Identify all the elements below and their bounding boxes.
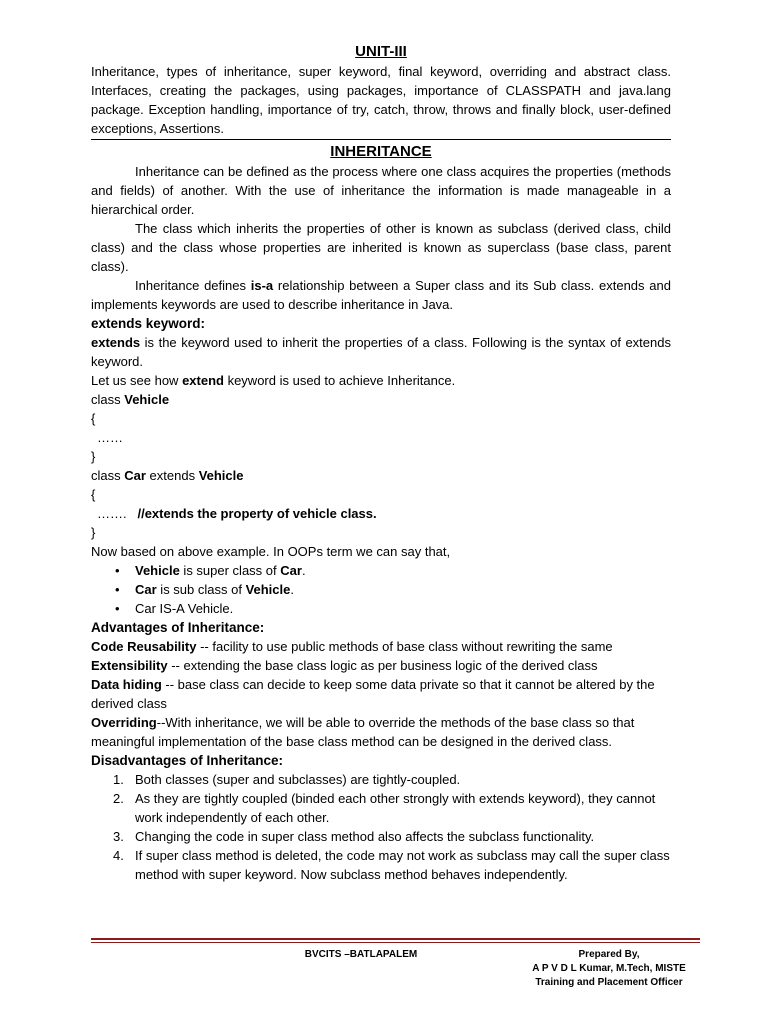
page-footer (91, 938, 700, 988)
code-line: ……. //extends the property of vehicle class. (97, 506, 377, 521)
list-item: 4. If super class method is deleted, the code may not work as subclass may call the super class method with super keyword. Now subclass method behaves independently. (113, 848, 670, 882)
advantages-heading: Advantages of Inheritance: (91, 620, 265, 635)
code-example (91, 390, 671, 542)
extends-heading: extends keyword: (91, 316, 206, 331)
unit-intro: Inheritance, types of inheritance, super keyword, final keyword, overriding and abstract class. Interfaces, creating the packages, using packages, importance of CLASSPATH and java.lang package. Exception handling, importance of try, catch, throw, throws and finally block, user-defined exceptions, Assertions. (91, 64, 671, 136)
document-page (91, 42, 671, 884)
code-line: { (91, 411, 96, 426)
code-line: } (91, 525, 96, 540)
footer-rule (91, 938, 700, 940)
disadvantages-list (91, 770, 671, 884)
list-item: • Car IS-A Vehicle. (135, 599, 671, 618)
footer-institute: BVCITS –BATLAPALEM (304, 949, 418, 960)
code-line: class Car extends Vehicle (91, 468, 244, 483)
disadvantages-heading: Disadvantages of Inheritance: (91, 753, 284, 768)
advantage-item: Code Reusability -- facility to use public methods of base class without rewriting the same (91, 639, 613, 654)
list-item: 3. Changing the code in super class method also affects the subclass functionality. (113, 829, 595, 844)
paragraph-is-a: Inheritance defines is-a relationship between a Super class and its Sub class. extends and implements keywords are used to describe inheritance in Java. (91, 278, 671, 312)
unit-title: UNIT-III (355, 43, 407, 60)
footer-prepared-by: Prepared By, (578, 949, 640, 960)
list-item: • Vehicle is super class of Car. (135, 561, 671, 580)
is-a-bullet-list (91, 561, 671, 618)
footer-author (524, 948, 694, 990)
extends-paragraph: extends is the keyword used to inherit the properties of a class. Following is the syntax of extends keyword. (91, 335, 671, 369)
section-title: INHERITANCE (330, 143, 432, 160)
code-line: class Vehicle (91, 392, 170, 407)
let-us-line: Let us see how extend keyword is used to achieve Inheritance. (91, 373, 456, 388)
advantage-item: Overriding--With inheritance, we will be able to override the methods of the base class so that meaningful implementation of the base class method can be designed in the derived class. (91, 715, 635, 749)
code-line: } (91, 449, 96, 464)
footer-author-role: Training and Placement Officer (535, 977, 683, 988)
divider (91, 139, 671, 140)
list-item: 1. Both classes (super and subclasses) are tightly-coupled. (113, 772, 461, 787)
list-item: • Car is sub class of Vehicle. (135, 580, 671, 599)
now-based-line: Now based on above example. In OOPs term we can say that, (91, 544, 451, 559)
code-line: { (91, 487, 96, 502)
footer-rule (91, 942, 700, 943)
code-line: …… (97, 430, 123, 445)
paragraph-subclass: The class which inherits the properties of other is known as subclass (derived class, child class) and the class whose properties are inherited is known as superclass (base class, parent class). (91, 221, 671, 274)
footer-author-name: A P V D L Kumar, M.Tech, MISTE (532, 963, 686, 974)
list-item: 2. As they are tightly coupled (binded each other strongly with extends keyword), they cannot work independently of each other. (113, 791, 656, 825)
advantage-item: Extensibility -- extending the base class logic as per business logic of the derived class (91, 658, 598, 673)
paragraph-definition: Inheritance can be defined as the process where one class acquires the properties (methods and fields) of another. With the use of inheritance the information is made manageable in a hierarchical order. (91, 164, 671, 217)
advantage-item: Data hiding -- base class can decide to keep some data private so that it cannot be altered by the derived class (91, 677, 655, 711)
